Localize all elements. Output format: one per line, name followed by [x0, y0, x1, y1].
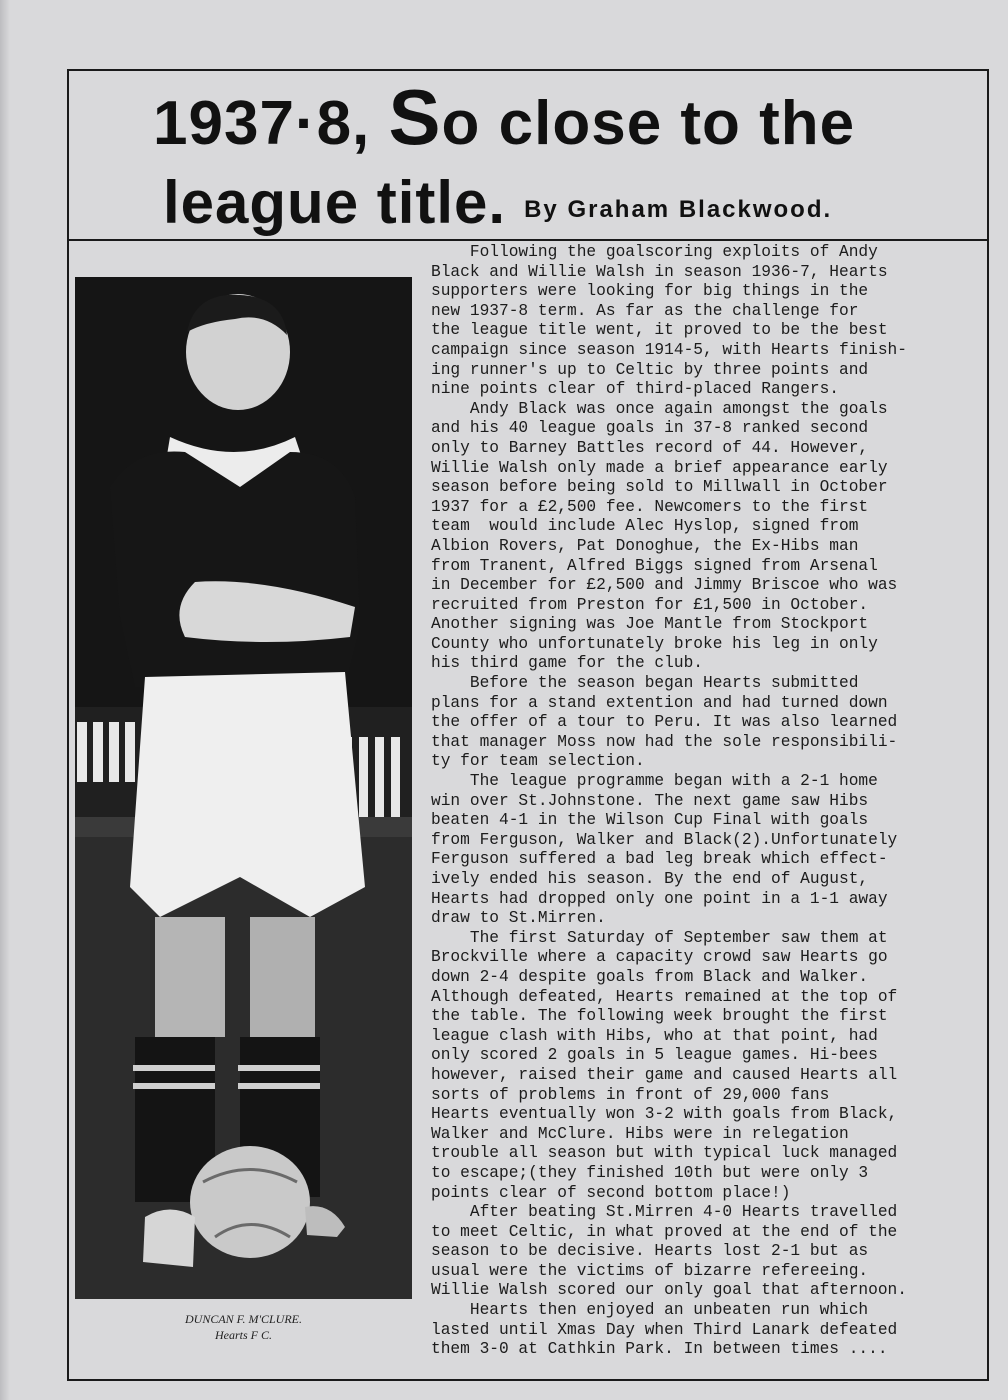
- article-body-line: down 2-4 despite goals from Black and Walker.: [431, 967, 869, 986]
- article-body-line: ively ended his season. By the end of August,: [431, 870, 869, 888]
- photo-caption: [75, 1311, 412, 1343]
- article-body-line: points clear of second bottom place!): [431, 1183, 791, 1202]
- headline-initial-s: S: [388, 73, 442, 161]
- article-body-line: only scored 2 goals in 5 league games. Hi-bees: [431, 1046, 878, 1065]
- article-body-line: Andy Black was once again amongst the goals: [431, 399, 888, 418]
- article-body-line: trouble all season but with typical luck managed: [431, 1144, 898, 1163]
- article-body-line: 1937 for a £2,500 fee. Newcomers to the first: [431, 497, 869, 516]
- article-body-line: Hearts then enjoyed an unbeaten run which: [431, 1301, 869, 1320]
- player-photo-illustration: [75, 277, 412, 1299]
- article-body-line: the league title went, it proved to be the best: [431, 321, 888, 340]
- article-body-line: lasted until Xmas Day when Third Lanark defeated: [431, 1320, 898, 1339]
- headline-year: 1937·8,: [153, 89, 389, 158]
- article-body-line: Walker and McClure. Hibs were in relegation: [431, 1124, 849, 1143]
- headline-rest: o close to the: [441, 89, 856, 158]
- article-body-line: Hearts had dropped only one point in a 1-1 away: [431, 889, 888, 908]
- article-body-line: plans for a stand extention and had turned down: [431, 693, 888, 712]
- article-body-line: Although defeated, Hearts remained at the top of: [431, 987, 898, 1006]
- article-header: [69, 71, 987, 241]
- article-body-line: season to be decisive. Hearts lost 2-1 but as: [431, 1242, 869, 1261]
- article-body-line: to meet Celtic, in what proved at the end of the: [431, 1222, 898, 1241]
- article-body-line: Ferguson suffered a bad leg break which effect-: [431, 850, 888, 869]
- article-body-line: them 3-0 at Cathkin Park. In between times ....: [431, 1340, 888, 1359]
- article-body-line: After beating St.Mirren 4-0 Hearts travelled: [431, 1203, 898, 1222]
- article-body-line: ty for team selection.: [431, 752, 645, 771]
- article-body-line: however, raised their game and caused Hearts all: [431, 1065, 898, 1084]
- article-body: [431, 243, 991, 1360]
- article-body-line: Before the season began Hearts submitted: [431, 674, 859, 693]
- article-body-line: nine points clear of third-placed Rangers.: [431, 380, 839, 399]
- headline-line-2: [163, 163, 832, 250]
- article-body-line: Following the goalscoring exploits of Andy: [431, 243, 878, 261]
- article-body-line: usual were the victims of bizarre refereeing.: [431, 1261, 869, 1280]
- article-body-line: and his 40 league goals in 37-8 ranked second: [431, 419, 869, 438]
- article-body-line: the table. The following week brought the first: [431, 1007, 888, 1026]
- article-body-line: ing runner's up to Celtic by three points and: [431, 360, 869, 379]
- headline-line-1: [153, 73, 855, 168]
- article-body-line: league clash with Hibs, who at that point, had: [431, 1026, 878, 1045]
- article-body-line: campaign since season 1914-5, with Hearts finish-: [431, 340, 907, 359]
- article-body-line: beaten 4-1 in the Wilson Cup Final with goals: [431, 811, 869, 830]
- article-body-line: to escape;(they finished 10th but were only 3: [431, 1163, 869, 1182]
- article-body-line: Albion Rovers, Pat Donoghue, the Ex-Hibs man: [431, 536, 859, 555]
- article-body-line: The league programme began with a 2-1 home: [431, 772, 878, 791]
- article-body-line: draw to St.Mirren.: [431, 909, 606, 928]
- article-body-line: Another signing was Joe Mantle from Stockport: [431, 615, 869, 634]
- article-body-line: sorts of problems in front of 29,000 fans: [431, 1085, 830, 1104]
- page-edge: [0, 0, 10, 1400]
- article-body-line: Black and Willie Walsh in season 1936-7, Hearts: [431, 262, 888, 281]
- article-body-line: Willie Walsh scored our only goal that afternoon.: [431, 1281, 907, 1300]
- article-body-line: in December for £2,500 and Jimmy Briscoe who was: [431, 576, 898, 595]
- article-body-line: The first Saturday of September saw them at: [431, 928, 888, 947]
- article-body-line: from Ferguson, Walker and Black(2).Unfortunately: [431, 830, 898, 849]
- article-body-line: supporters were looking for big things in the: [431, 282, 869, 301]
- byline: By Graham Blackwood.: [524, 196, 833, 223]
- player-photo: [75, 277, 412, 1299]
- article-body-line: only to Barney Battles record of 44. However,: [431, 438, 869, 457]
- article-body-line: his third game for the club.: [431, 654, 703, 673]
- article-body-line: Brockville where a capacity crowd saw Hearts go: [431, 948, 888, 967]
- caption-club: Hearts F C.: [215, 1328, 272, 1342]
- article-body-line: that manager Moss now had the sole responsibili-: [431, 732, 898, 751]
- headline-league-title: league title.: [163, 169, 507, 236]
- article-body-line: from Tranent, Alfred Biggs signed from Arsenal: [431, 556, 878, 575]
- article-body-line: Willie Walsh only made a brief appearance early: [431, 458, 888, 477]
- article-body-line: County who unfortunately broke his leg in only: [431, 634, 878, 653]
- article-body-line: season before being sold to Millwall in October: [431, 478, 888, 497]
- article-body-line: team would include Alec Hyslop, signed from: [431, 517, 859, 536]
- article-body-line: win over St.Johnstone. The next game saw Hibs: [431, 791, 869, 810]
- article-body-line: Hearts eventually won 3-2 with goals from Black,: [431, 1105, 898, 1124]
- article-body-line: recruited from Preston for £1,500 in October.: [431, 595, 869, 614]
- article-frame: [67, 69, 989, 1381]
- article-body-line: new 1937-8 term. As far as the challenge for: [431, 301, 859, 320]
- article-body-line: the offer of a tour to Peru. It was also learned: [431, 713, 898, 732]
- caption-name: DUNCAN F. M'CLURE.: [184, 1312, 303, 1326]
